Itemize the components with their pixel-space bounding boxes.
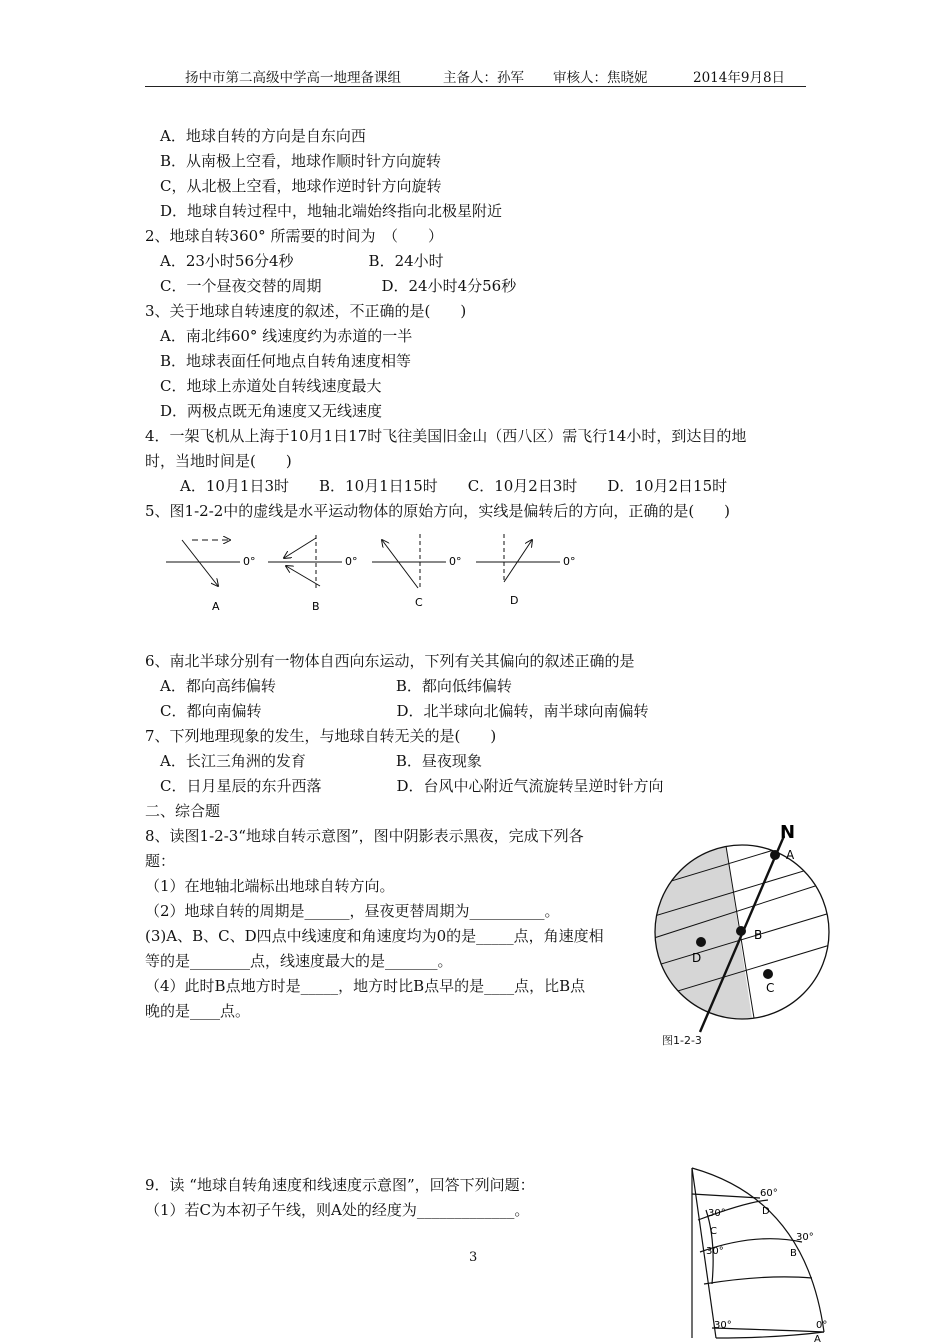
q8-sub3-line2: 等的是________点，线速度最大的是_______。: [145, 952, 453, 970]
q8-stem-line1: 8、读图1-2-3“地球自转示意图”，图中阴影表示黑夜，完成下列各: [145, 827, 584, 845]
q6-options-ab: A．都向高纬偏转 B．都向低纬偏转: [160, 677, 512, 695]
point-c-label-fig9: C: [710, 1226, 717, 1237]
label-0deg: 0°: [816, 1320, 828, 1331]
point-d-label-fig9: D: [762, 1206, 770, 1217]
q4-options: A．10月1日3时 B．10月1日15时 C．10月2日3时 D．10月2日15时: [180, 477, 728, 495]
q1-option-a: A．地球自转的方向是自东向西: [160, 127, 366, 145]
label-d: D: [510, 594, 519, 607]
q1-option-d: D．地球自转过程中，地轴北端始终指向北极星附近: [160, 202, 503, 220]
q1-option-c: C，从北极上空看，地球作逆时针方向旋转: [160, 177, 442, 195]
q8-sub4-line2: 晚的是____点。: [145, 1002, 251, 1020]
section-2-title: 二、综合题: [145, 802, 221, 820]
q8-sub1: （1）在地轴北端标出地球自转方向。: [145, 877, 395, 895]
deflection-diagram-d: [476, 534, 576, 607]
q5-stem: 5、图1-2-2中的虚线是水平运动物体的原始方向，实线是偏转后的方向，正确的是( ): [145, 502, 731, 520]
deflection-diagram-a: [166, 540, 256, 613]
label-c: C: [415, 596, 423, 609]
figure-1-2-3-caption: 图1-2-3: [662, 1034, 702, 1047]
q2-options-ab: A．23小时56分4秒 B．24小时: [160, 252, 444, 270]
q8-stem-line2: 题：: [145, 852, 176, 870]
label-30deg-top: 30°: [708, 1208, 726, 1219]
zero-label-b: 0°: [345, 555, 358, 568]
q6-options-cd: C．都向南偏转 D．北半球向北偏转，南半球向南偏转: [160, 702, 649, 720]
page-header: [145, 62, 806, 87]
q9-stem: 9．读 “地球自转角速度和线速度示意图”，回答下列问题：: [145, 1176, 535, 1194]
header-school: 扬中市第二高级中学高一地理备课组: [185, 70, 401, 86]
header-reviewer: 审核人：焦晓妮: [553, 70, 648, 86]
point-b: [736, 926, 746, 936]
q1-option-b: B．从南极上空看，地球作顺时针方向旋转: [160, 152, 442, 170]
q7-options-cd: C．日月星辰的东升西落 D．台风中心附近气流旋转呈逆时针方向: [160, 777, 664, 795]
deflection-diagram-b: [268, 534, 358, 613]
point-a-label: A: [786, 848, 795, 862]
velocity-figure: [686, 1160, 836, 1342]
header-date: 2014年9月8日: [693, 70, 786, 86]
label-30deg-right: 30°: [796, 1232, 814, 1243]
point-d-label: D: [692, 951, 702, 965]
deflection-figure: [160, 530, 590, 620]
label-a: A: [212, 600, 220, 613]
q7-options-ab: A．长江三角洲的发育 B．昼夜现象: [160, 752, 482, 770]
q7-stem: 7、下列地理现象的发生，与地球自转无关的是( ): [145, 727, 497, 745]
zero-label-c: 0°: [449, 555, 462, 568]
north-label: N: [780, 822, 796, 843]
q3-stem: 3、关于地球自转速度的叙述，不正确的是( ): [145, 302, 467, 320]
point-c: [763, 969, 773, 979]
point-c-label: C: [766, 981, 775, 995]
header-preparer: 主备人：孙军: [443, 70, 524, 86]
q2-stem: 2、地球自转360° 所需要的时间为 （ ）: [145, 227, 443, 245]
label-b: B: [312, 600, 320, 613]
page-number: 3: [469, 1250, 478, 1265]
point-a: [770, 850, 780, 860]
point-d: [696, 937, 706, 947]
label-30deg-bottom: 30°: [714, 1320, 732, 1331]
q8-sub3-line1: (3)A、B、C、D四点中线速度和角速度均为0的是_____点，角速度相: [145, 927, 604, 945]
point-b-label-fig9: B: [790, 1248, 797, 1259]
zero-label-d: 0°: [563, 555, 576, 568]
q9-sub1: （1）若C为本初子午线，则A处的经度为_____________。: [145, 1201, 530, 1219]
zero-label-a: 0°: [243, 555, 256, 568]
point-a-label-fig9: A: [814, 1334, 821, 1342]
label-60deg: 60°: [760, 1188, 778, 1199]
q3-option-a: A．南北纬60° 线速度约为赤道的一半: [160, 327, 413, 345]
label-30deg-mid: 30°: [706, 1246, 724, 1257]
q8-sub2: （2）地球自转的周期是______，昼夜更替周期为__________。: [145, 902, 560, 920]
q4-stem-line1: 4．一架飞机从上海于10月1日17时飞往美国旧金山（西八区）需飞行14小时，到达目的地: [145, 427, 747, 445]
earth-rotation-figure: [648, 818, 840, 1038]
deflection-diagram-c: [372, 534, 462, 609]
q3-option-d: D．两极点既无角速度又无线速度: [160, 402, 383, 420]
q3-option-b: B．地球表面任何地点自转角速度相等: [160, 352, 412, 370]
q8-sub4-line1: （4）此时B点地方时是_____，地方时比B点早的是____点，比B点: [145, 977, 586, 995]
q2-options-cd: C．一个昼夜交替的周期 D．24小时4分56秒: [160, 277, 517, 295]
q6-stem: 6、南北半球分别有一物体自西向东运动，下列有关其偏向的叙述正确的是: [145, 652, 635, 670]
point-b-label: B: [754, 928, 763, 942]
q4-stem-line2: 时，当地时间是( ): [145, 452, 292, 470]
q3-option-c: C．地球上赤道处自转线速度最大: [160, 377, 382, 395]
